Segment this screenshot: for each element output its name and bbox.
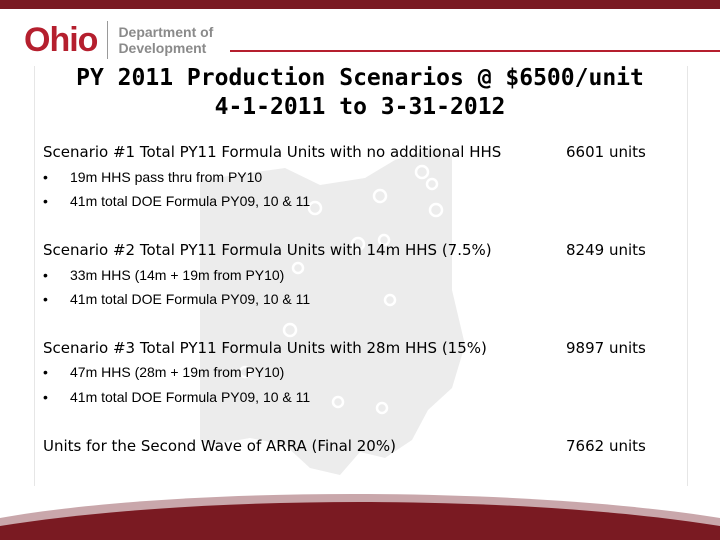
bullet-marker: • [43, 169, 48, 185]
title-line-2: 4-1-2011 to 3-31-2012 [214, 94, 506, 120]
bullet-marker: • [43, 364, 48, 380]
logo-department [118, 24, 213, 56]
bullet-text: 41m total DOE Formula PY09, 10 & 11 [70, 389, 311, 405]
scenario-2-heading: Scenario #2 Total PY11 Formula Units with 14m HHS (7.5%) [43, 241, 492, 259]
top-bar [0, 0, 720, 9]
logo-dept-line1: Department of [118, 24, 214, 40]
bullet-text: 47m HHS (28m + 19m from PY10) [70, 364, 285, 380]
scenario-3-bullet-1 [43, 364, 284, 380]
logo-dept-line2: Development [118, 40, 207, 56]
scenario-3-bullet-2 [43, 389, 310, 405]
header-rule [230, 50, 720, 52]
bullet-text: 41m total DOE Formula PY09, 10 & 11 [70, 291, 311, 307]
logo-divider [107, 21, 108, 59]
bullet-marker: • [43, 193, 48, 209]
bullet-text: 41m total DOE Formula PY09, 10 & 11 [70, 193, 311, 209]
scenario-2-bullet-2 [43, 291, 310, 307]
scenario-3-heading: Scenario #3 Total PY11 Formula Units with 28m HHS (15%) [43, 339, 487, 357]
scenario-2-units: 8249 units [566, 241, 646, 259]
bullet-marker: • [43, 267, 48, 283]
ohio-logo [24, 20, 213, 60]
scenario-1-bullet-2 [43, 193, 310, 209]
footer-wave [0, 480, 720, 540]
scenario-1-units: 6601 units [566, 143, 646, 161]
scenario-2-bullet-1 [43, 267, 284, 283]
slide-title [0, 64, 720, 122]
logo-wordmark: Ohio [24, 21, 98, 59]
bullet-marker: • [43, 291, 48, 307]
bullet-text: 19m HHS pass thru from PY10 [70, 169, 263, 185]
bullet-text: 33m HHS (14m + 19m from PY10) [70, 267, 285, 283]
scenario-1-bullet-1 [43, 169, 262, 185]
second-wave-units: 7662 units [566, 437, 646, 455]
title-line-1: PY 2011 Production Scenarios @ $6500/unit [76, 65, 644, 91]
scenario-3-units: 9897 units [566, 339, 646, 357]
second-wave-label: Units for the Second Wave of ARRA (Final 20%) [43, 437, 396, 455]
bullet-marker: • [43, 389, 48, 405]
scenario-1-heading: Scenario #1 Total PY11 Formula Units with no additional HHS [43, 143, 502, 161]
